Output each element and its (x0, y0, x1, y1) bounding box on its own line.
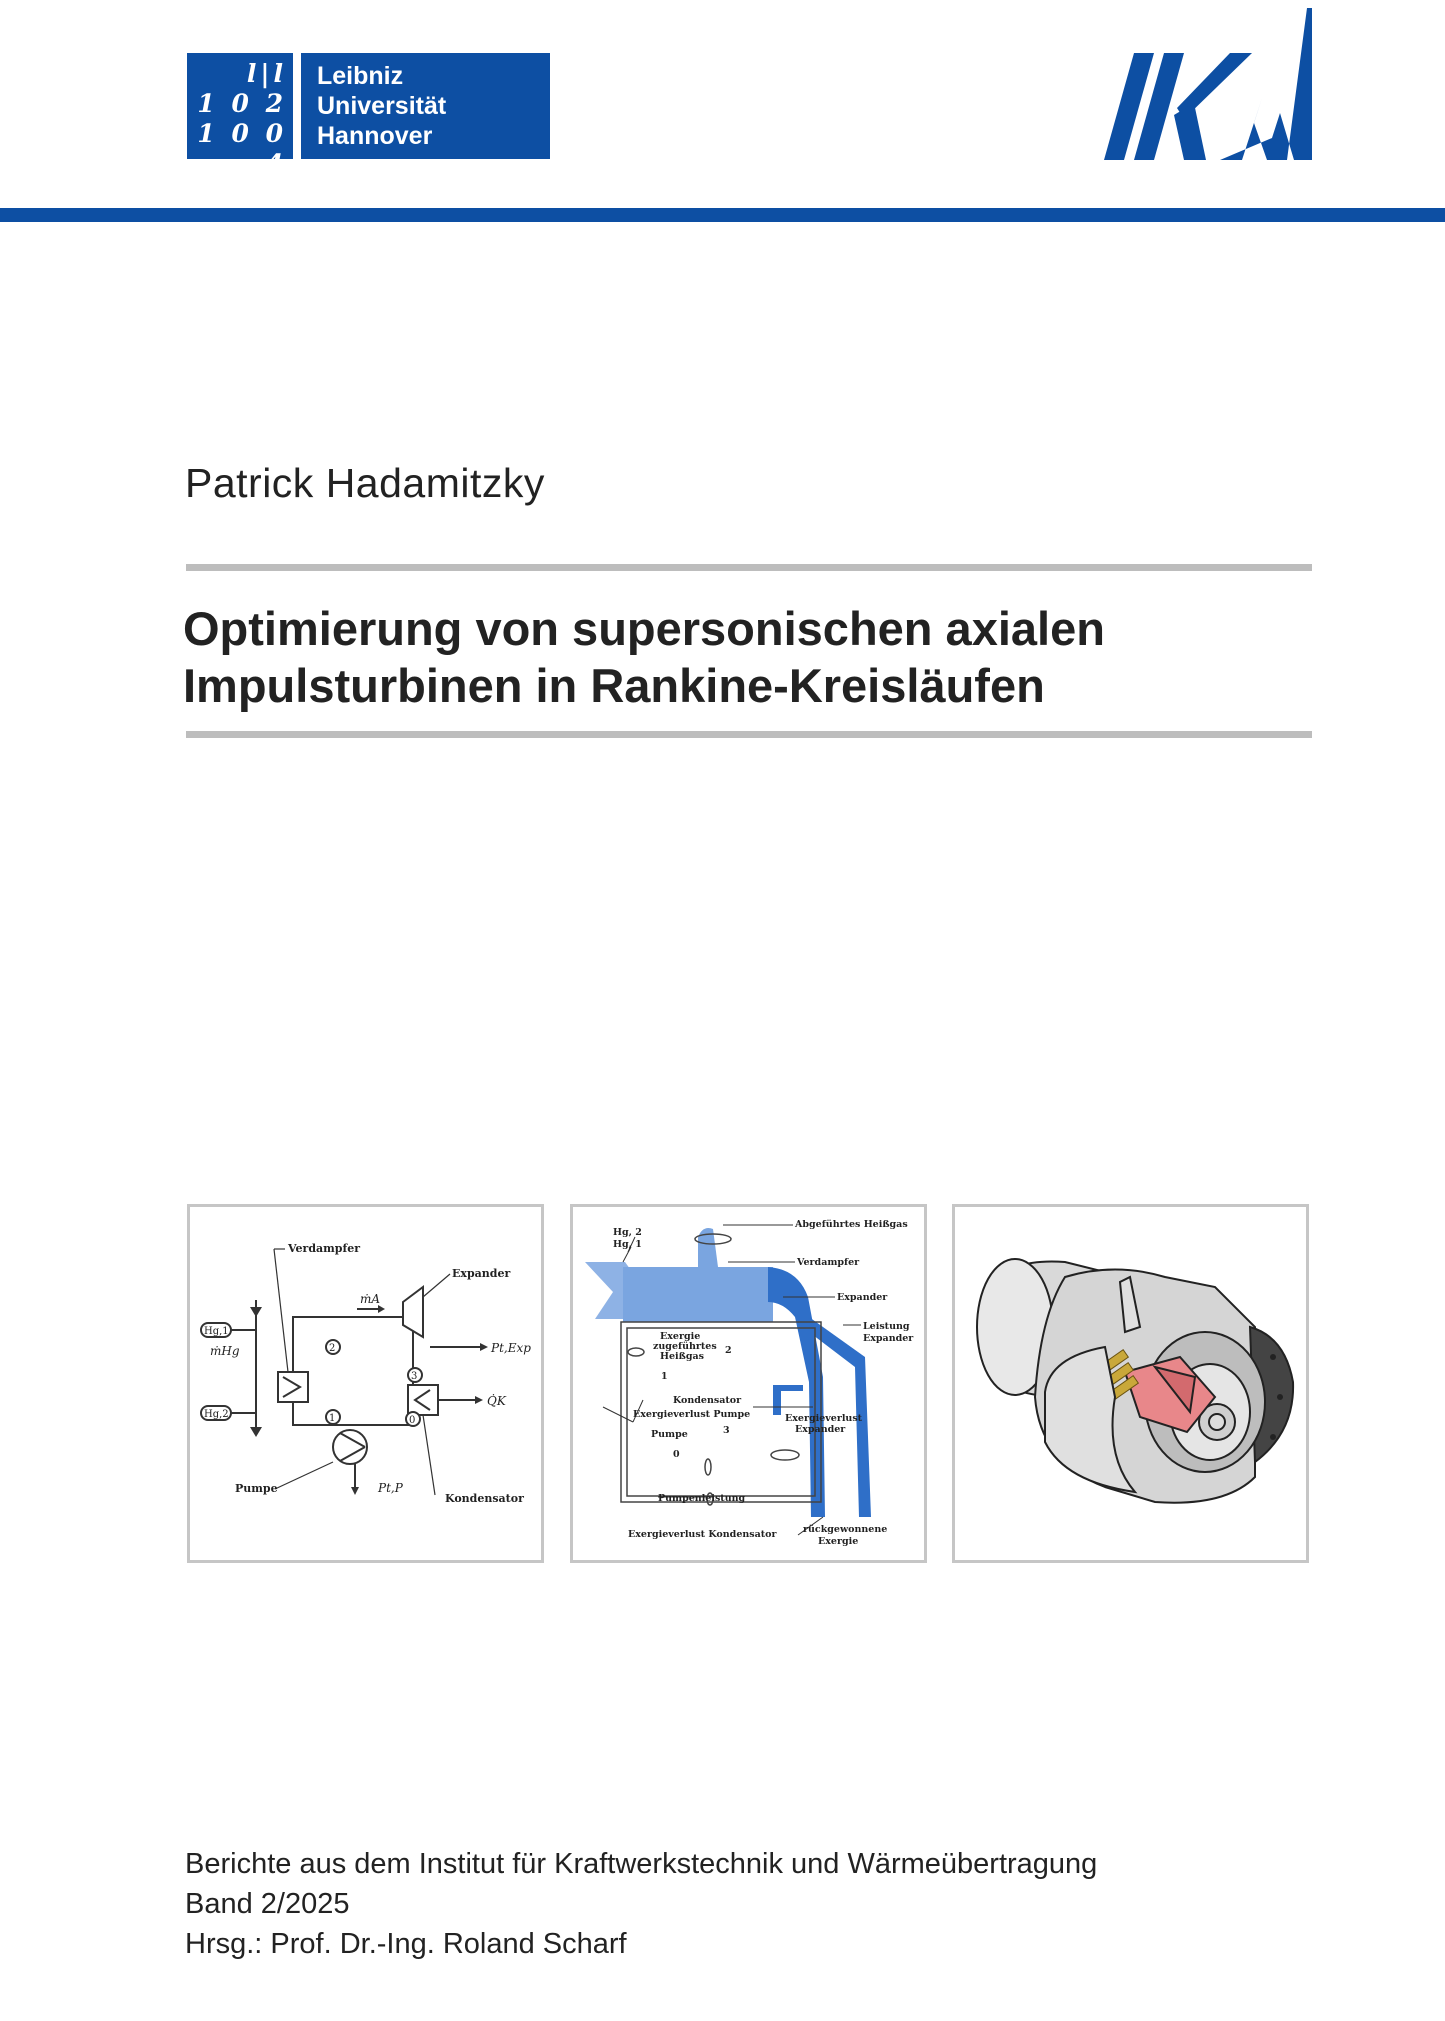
university-logo (187, 53, 550, 178)
series-line-2: Band 2/2025 (185, 1888, 350, 1920)
label-node-3: 3 (411, 1371, 418, 1382)
label-heat-k: Q̇K (487, 1394, 506, 1408)
label-verlust-exp-1: Exergieverlust (785, 1413, 863, 1424)
label-pumpenleistung: Pumpenleistung (658, 1493, 746, 1504)
label-leistung-1: Leistung (863, 1321, 910, 1332)
label-pumpe-mid: Pumpe (651, 1429, 688, 1440)
label-node-2-mid: 2 (725, 1345, 732, 1356)
label-expander-mid: Expander (837, 1292, 888, 1303)
label-mass-flow-a: ṁA (360, 1292, 381, 1306)
title-rule-top (186, 564, 1312, 571)
figure-exergy-flow (570, 1204, 927, 1563)
label-node-0: 0 (409, 1415, 416, 1426)
label-verdampfer-mid: Verdampfer (797, 1257, 860, 1268)
title-line-1: Optimierung von supersonischen axialen (183, 602, 1105, 655)
label-power-pump: Pt,P (378, 1481, 403, 1495)
label-exergie-3: Heißgas (660, 1351, 704, 1362)
label-abgefuehrtes: Abgeführtes Heißgas (795, 1219, 908, 1230)
figure-turbine-cutaway (952, 1204, 1309, 1563)
label-exergie-1: Exergie (660, 1331, 701, 1342)
logo-name-line-2: Universität (317, 92, 447, 120)
label-node-3-mid: 3 (723, 1425, 730, 1436)
label-node-2: 2 (329, 1343, 336, 1354)
university-logo-mark (187, 53, 293, 178)
university-logo-wordmark (301, 53, 550, 159)
series-line-1: Berichte aus dem Institut für Kraftwerkstechnik und Wärmeübertragung (185, 1848, 1098, 1880)
label-hg1: Hg,1 (204, 1326, 229, 1337)
label-mass-flow-hg: ṁHg (210, 1344, 240, 1358)
label-node-1: 1 (329, 1413, 336, 1424)
label-verdampfer: Verdampfer (288, 1242, 360, 1255)
label-verlust-kond: Exergieverlust Kondensator (628, 1529, 777, 1540)
university-logo-digits (195, 59, 287, 179)
label-pumpe: Pumpe (235, 1482, 278, 1495)
label-kondensator: Kondensator (445, 1492, 524, 1505)
series-line-3: Hrsg.: Prof. Dr.-Ing. Roland Scharf (185, 1928, 627, 1960)
series-info (185, 1844, 1097, 1964)
label-kondensator-mid: Kondensator (673, 1395, 742, 1406)
title-rule-bottom (186, 731, 1312, 738)
label-hg2: Hg,2 (204, 1409, 229, 1420)
label-rueck-2: Exergie (818, 1536, 859, 1547)
label-expander: Expander (452, 1267, 511, 1280)
figure-cycle-schematic (187, 1204, 544, 1563)
logo-digit-row-1: l|l (246, 59, 287, 88)
logo-digit-row-3: 1 0 0 4 (197, 119, 287, 178)
label-exergie-2: zugeführtes (653, 1341, 717, 1352)
label-verlust-exp-2: Expander (795, 1424, 846, 1435)
label-hg1-mid: Hg, 1 (613, 1239, 642, 1250)
label-verlust-pumpe: Exergieverlust Pumpe (633, 1409, 751, 1420)
label-node-1-mid: 1 (661, 1371, 668, 1382)
logo-name-line-1: Leibniz (317, 62, 404, 90)
label-node-0-mid: 0 (673, 1449, 680, 1460)
label-rueck-1: rückgewonnene (803, 1524, 888, 1535)
label-hg2-mid: Hg, 2 (613, 1227, 642, 1238)
title-line-2: Impulsturbinen in Rankine-Kreisläufen (183, 659, 1045, 712)
book-title (183, 600, 1105, 714)
logo-name-line-3: Hannover (317, 122, 433, 150)
header-rule (0, 208, 1445, 222)
label-leistung-2: Expander (863, 1333, 914, 1344)
logo-digit-row-2: 1 0 2 (197, 89, 287, 118)
label-power-exp: Pt,Exp (491, 1341, 531, 1355)
author-name: Patrick Hadamitzky (185, 460, 545, 506)
institute-logo (1102, 3, 1312, 163)
